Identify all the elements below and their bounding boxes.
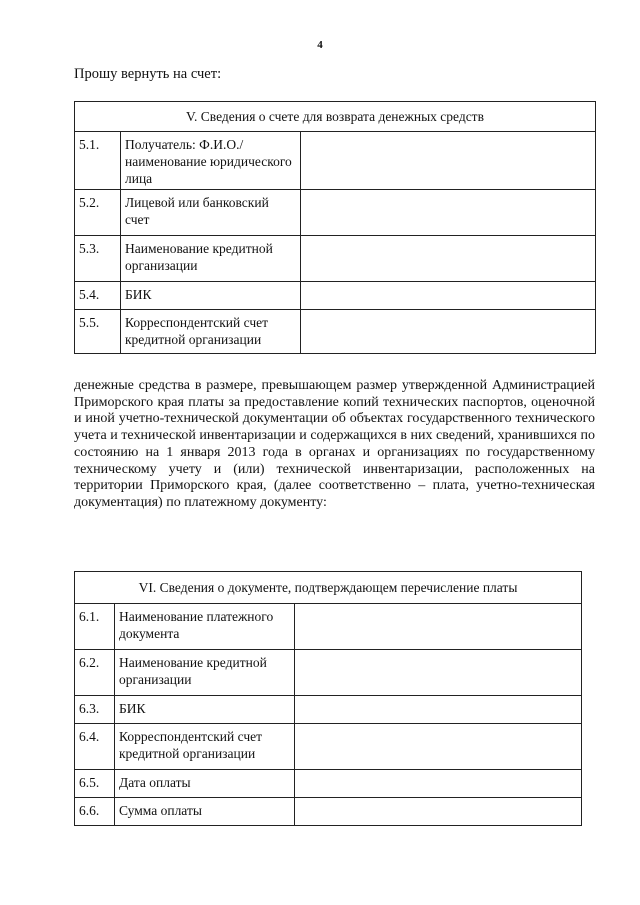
correspondent-account-field[interactable] [301,310,596,354]
payment-bank-field[interactable] [295,650,582,696]
account-details-table [74,101,596,354]
row-number: 5.4. [75,282,121,310]
row-number: 5.2. [75,190,121,236]
recipient-name-field[interactable] [301,132,596,190]
table-header-row [75,572,582,604]
section5-title: V. Сведения о счете для возврата денежных средств [75,102,596,132]
row-label: Наименование кредитной организации [121,236,301,282]
row-number: 6.4. [75,724,115,770]
table-header-row [75,102,596,132]
payment-document-field[interactable] [295,604,582,650]
row-label: Дата оплаты [115,770,295,798]
bank-name-field[interactable] [301,236,596,282]
row-number: 6.2. [75,650,115,696]
row-label: Лицевой или банковский счет [121,190,301,236]
row-number: 6.6. [75,798,115,826]
row-label: БИК [115,696,295,724]
payment-correspondent-account-field[interactable] [295,724,582,770]
row-label: Наименование платежного документа [115,604,295,650]
table-row [75,282,596,310]
row-number: 6.1. [75,604,115,650]
account-number-field[interactable] [301,190,596,236]
table-row [75,190,596,236]
table-row [75,310,596,354]
table-row [75,724,582,770]
payment-bik-field[interactable] [295,696,582,724]
row-label: Корреспондентский счет кредитной организации [115,724,295,770]
table-row [75,696,582,724]
row-label: Наименование кредитной организации [115,650,295,696]
bik-field[interactable] [301,282,596,310]
body-paragraph: денежные средства в размере, превышающем размер утвержденной Администрацией Приморского края платы за предоставление копий технических паспортов, оценочной и иной учетно-технической документации об объектах государственного технического учета и технической инвентаризации и содержащихся в них сведений, хранившихся по состоянию на 1 января 2013 года в органах и организациях по государственному техническому учету и (или) технической инвентаризации, расположенных на территории Приморского края, (далее соответственно – плата, учетно-техническая документация) по платежному документу: [74,378,595,510]
section6-title: VI. Сведения о документе, подтверждающем перечисление платы [75,572,582,604]
payment-amount-field[interactable] [295,798,582,826]
row-number: 5.3. [75,236,121,282]
row-number: 6.3. [75,696,115,724]
table-row [75,132,596,190]
table-row [75,650,582,696]
row-label: Получатель: Ф.И.О./наименование юридического лица [121,132,301,190]
table-row [75,236,596,282]
row-label: БИК [121,282,301,310]
table-row [75,604,582,650]
intro-text: Прошу вернуть на счет: [74,66,222,82]
payment-document-table [74,571,582,826]
row-number: 5.5. [75,310,121,354]
row-number: 5.1. [75,132,121,190]
payment-date-field[interactable] [295,770,582,798]
row-label: Корреспондентский счет кредитной организации [121,310,301,354]
table-row [75,770,582,798]
page-number: 4 [317,39,323,51]
table-row [75,798,582,826]
row-label: Сумма оплаты [115,798,295,826]
row-number: 6.5. [75,770,115,798]
